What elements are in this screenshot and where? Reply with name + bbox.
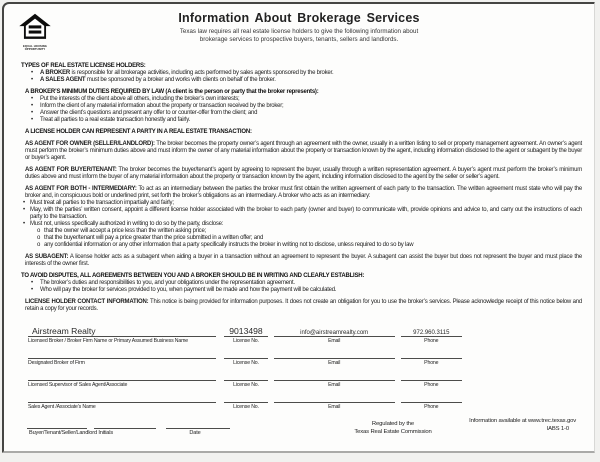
paragraph: AS SUBAGENT: A license holder acts as a subagent when aiding a buyer in a transaction without an agreement to represent the buyer. A subagent can assist the buyer but does not represent the buyer and must place the interests of the owner first. <box>25 254 583 267</box>
bullet-text: that the buyer/tenant will pay a price greater than the price submitted in a written offer; and <box>44 235 264 241</box>
bullet-marker: • <box>31 70 33 76</box>
contact-field <box>274 325 395 344</box>
form-code: IABS 1-0 <box>546 426 569 432</box>
trec-info-text: Information available at www.trec.texas.gov <box>469 418 576 424</box>
field-line[interactable] <box>28 369 216 381</box>
field-line[interactable] <box>28 391 216 403</box>
field-line[interactable] <box>274 325 395 337</box>
field-label: License No. <box>233 360 259 366</box>
bullet-item <box>21 96 582 103</box>
field-value[interactable]: info@airstreamrealty.com <box>300 330 369 336</box>
paragraph-lead: AS AGENT FOR BOTH - INTERMEDIARY: <box>25 186 137 192</box>
bullet-text: that the owner will accept a price less than the written asking price; <box>44 228 207 234</box>
bullet-item <box>21 235 582 242</box>
paragraph: AS AGENT FOR BUYER/TENANT: The broker becomes the buyer/tenant’s agent by agreeing to represent the buyer, usually through a written representation agreement. A buyer’s agent must perform the broker’s minimum duties above and must inform the buyer of any material information about the property or transaction known by the agent, including information disclosed to the agent by the seller or seller’s agent. <box>25 167 582 180</box>
bullet-marker: o <box>37 242 41 248</box>
field-label: License No. <box>233 404 259 410</box>
field-label: Phone <box>424 360 439 366</box>
bullet-marker: • <box>31 117 33 123</box>
field-label: Licensed Broker / Broker Firm Name or Primary Assumed Business Name <box>28 338 189 344</box>
field-label: Designated Broker of Firm <box>28 360 85 366</box>
document-body <box>4 54 594 313</box>
contact-row <box>28 369 462 388</box>
paragraph-lead: AS AGENT FOR OWNER (SELLER/LANDLORD): <box>25 141 155 147</box>
signature-footer-row <box>27 419 576 449</box>
bullet-list <box>21 228 582 249</box>
document-page <box>2 2 595 453</box>
bullet-item <box>21 110 582 117</box>
field-label: Phone <box>424 382 439 388</box>
field-line[interactable] <box>401 369 462 381</box>
contact-row <box>28 347 462 366</box>
bullet-item <box>21 287 582 294</box>
bullet-item <box>21 280 582 287</box>
contact-field <box>28 369 216 388</box>
bullet-item <box>21 207 582 221</box>
bullet-marker: o <box>37 235 41 241</box>
bullet-lead: A BROKER <box>40 70 71 76</box>
trec-info-block <box>469 417 576 433</box>
field-line[interactable] <box>401 347 462 359</box>
bullet-marker: • <box>31 103 33 109</box>
field-value[interactable]: 9013498 <box>229 326 263 336</box>
contact-field <box>224 369 268 388</box>
field-line[interactable] <box>28 325 216 337</box>
bullet-text: Inform the client of any material information about the property or transaction received by the broker; <box>40 103 284 109</box>
document-header <box>4 4 594 54</box>
paragraph: AS AGENT FOR BOTH - INTERMEDIARY: To act as an intermediary between the parties the broker must first obtain the written agreement of each party to the transaction. The written agreement must state who will pay the broker and, in conspicuous bold or underlined print, set forth the broker’s obligations as an intermediary. A broker who acts as an intermediary: <box>25 186 583 199</box>
contact-row <box>28 391 462 410</box>
contact-field <box>401 369 462 388</box>
bullet-marker: • <box>31 110 33 116</box>
field-label: Email <box>328 338 341 344</box>
signature-lines <box>27 419 232 429</box>
date-label: Date <box>189 430 201 436</box>
contact-table <box>28 325 462 410</box>
field-line[interactable] <box>274 347 395 359</box>
field-line[interactable] <box>274 369 395 381</box>
signature-labels <box>27 429 232 436</box>
contact-field <box>224 325 268 344</box>
bullet-marker: • <box>23 200 25 206</box>
contact-field <box>274 347 395 366</box>
paragraph: LICENSE HOLDER CONTACT INFORMATION: This notice is being provided for information purposes. It does not create an obligation for you to use the broker’s services. Please acknowledge receipt of this notice below and retain a copy for your records. <box>25 299 582 312</box>
paragraph-lead: AS SUBAGENT: <box>25 254 69 260</box>
date-line[interactable] <box>166 419 230 429</box>
section-heading: A BROKER’S MINIMUM DUTIES REQUIRED BY LAW (A client is the person or party that the broker represents): <box>25 89 319 95</box>
field-line[interactable] <box>224 369 268 381</box>
field-line[interactable] <box>224 325 268 337</box>
paragraph: AS AGENT FOR OWNER (SELLER/LANDLORD): The broker becomes the property owner’s agent through an agreement with the owner, usually in a written listing to sell or property management agreement. An owner’s agent must perform the broker’s minimum duties above and must inform the owner of any material information about the property or transaction known by the agent, including information disclosed to the agent or subagent by the buyer or buyer’s agent. <box>25 141 582 161</box>
bullet-item <box>21 221 582 228</box>
field-line[interactable] <box>401 325 462 337</box>
bullet-marker: • <box>31 96 33 102</box>
bullet-marker: o <box>37 228 41 234</box>
bullet-list <box>21 70 582 84</box>
bullet-text: Treat all parties to a real estate transaction honestly and fairly. <box>40 117 191 123</box>
contact-field <box>274 369 395 388</box>
initials-line-2[interactable] <box>94 419 156 429</box>
bullet-item <box>21 103 582 110</box>
field-label: License No. <box>233 382 259 388</box>
bullet-marker: • <box>31 287 33 293</box>
bullet-list <box>21 96 582 124</box>
paragraph-lead: LICENSE HOLDER CONTACT INFORMATION: <box>25 299 149 305</box>
paragraph-lead: AS AGENT FOR BUYER/TENANT: <box>25 167 117 173</box>
bullet-item <box>21 242 582 249</box>
field-label: Licensed Supervisor of Sales Agent/Associate <box>28 382 128 388</box>
section-heading: TYPES OF REAL ESTATE LICENSE HOLDERS: <box>21 63 146 69</box>
field-line[interactable] <box>401 391 462 403</box>
bullet-item <box>21 70 582 77</box>
contact-field <box>401 347 462 366</box>
field-value[interactable]: 972.960.3115 <box>413 330 450 336</box>
field-label: Phone <box>424 404 439 410</box>
field-line[interactable] <box>274 391 395 403</box>
equal-housing-logo-text-line1: EQUAL HOUSING <box>23 45 47 48</box>
page-subtitle-line1: Texas law requires all real estate license holders to give the following information about <box>179 28 419 35</box>
regulated-by-line2: Texas Real Estate Commission <box>354 428 432 435</box>
bullet-text: Must treat all parties to the transaction impartially and fairly; <box>30 200 174 206</box>
contact-field <box>28 391 216 410</box>
bullet-text: Put the interests of the client above all others, including the broker’s own interests; <box>40 96 240 102</box>
section-heading: A LICENSE HOLDER CAN REPRESENT A PARTY IN A REAL ESTATE TRANSACTION: <box>25 129 252 135</box>
page-title: Information About Brokerage Services <box>178 11 420 25</box>
regulated-by-line1: Regulated by the <box>371 421 415 427</box>
bullet-marker: • <box>31 77 33 83</box>
bullet-text: Who will pay the broker for services provided to you, when payment will be made and how the payment will be calculated. <box>40 287 337 293</box>
initials-line-1[interactable] <box>27 419 87 429</box>
contact-field <box>224 347 268 366</box>
section-heading: TO AVOID DISPUTES, ALL AGREEMENTS BETWEEN YOU AND A BROKER SHOULD BE IN WRITING AND CLEARLY ESTABLISH: <box>21 273 365 279</box>
bullet-text: A SALES AGENT must be sponsored by a broker and works with clients on behalf of the broker. <box>40 77 276 83</box>
field-label: Email <box>328 360 341 366</box>
field-label: Sales Agent /Associate’s Name <box>28 404 96 410</box>
contact-row <box>28 325 462 344</box>
contact-field <box>28 325 216 344</box>
contact-field <box>224 391 268 410</box>
field-label: Phone <box>424 338 439 344</box>
bullet-text: The broker’s duties and responsibilities to you, and your obligations under the representation agreement. <box>40 280 295 286</box>
equal-housing-logo <box>17 13 53 51</box>
signature-block <box>27 419 232 436</box>
contact-field <box>401 325 462 344</box>
equal-housing-logo-text-line2: OPPORTUNITY <box>24 48 46 51</box>
bullet-lead: A SALES AGENT <box>40 77 86 83</box>
field-line[interactable] <box>224 347 268 359</box>
bullet-list <box>21 200 582 228</box>
bullet-text: A BROKER is responsible for all brokerage activities, including acts performed by sales agents sponsored by the broker. <box>40 70 334 76</box>
page-subtitle-line2: brokerage services to prospective buyers, tenants, sellers and landlords. <box>199 36 399 43</box>
initials-label: Buyer/Tenant/Seller/Landlord Initials <box>29 430 114 436</box>
regulated-by-text <box>309 421 477 436</box>
field-value[interactable]: Airstream Realty <box>32 326 96 336</box>
contact-field <box>401 391 462 410</box>
field-line[interactable] <box>28 347 216 359</box>
field-label: Email <box>328 382 341 388</box>
page-subtitle <box>4 25 594 44</box>
bullet-item <box>21 228 582 235</box>
bullet-text: Answer the client’s questions and present any offer to or counter-offer from the client; and <box>40 110 258 116</box>
bullet-text: Must not, unless specifically authorized in writing to do so by the party, disclose: <box>30 221 224 227</box>
field-label: License No. <box>233 338 259 344</box>
bullet-text: May, with the parties’ written consent, appoint a different license holder associated with the broker to each party (owner and buyer) to communicate with, provide opinions and advice to, and carry out the instructions of each party to the transaction. <box>30 207 582 220</box>
bullet-item <box>21 117 582 124</box>
bullet-marker: • <box>23 221 25 227</box>
bullet-marker: • <box>23 207 25 213</box>
bullet-marker: • <box>31 280 33 286</box>
contact-field <box>274 391 395 410</box>
bullet-item <box>21 200 582 207</box>
equal-housing-house-icon <box>18 13 52 40</box>
field-label: Email <box>328 404 341 410</box>
bullet-text: any confidential information or any other information that a party specifically instructs the broker in writing not to disclose, unless required to do so by law <box>44 242 414 248</box>
contact-field <box>28 347 216 366</box>
bullet-item <box>21 77 582 84</box>
bullet-list <box>21 280 582 294</box>
field-line[interactable] <box>224 391 268 403</box>
